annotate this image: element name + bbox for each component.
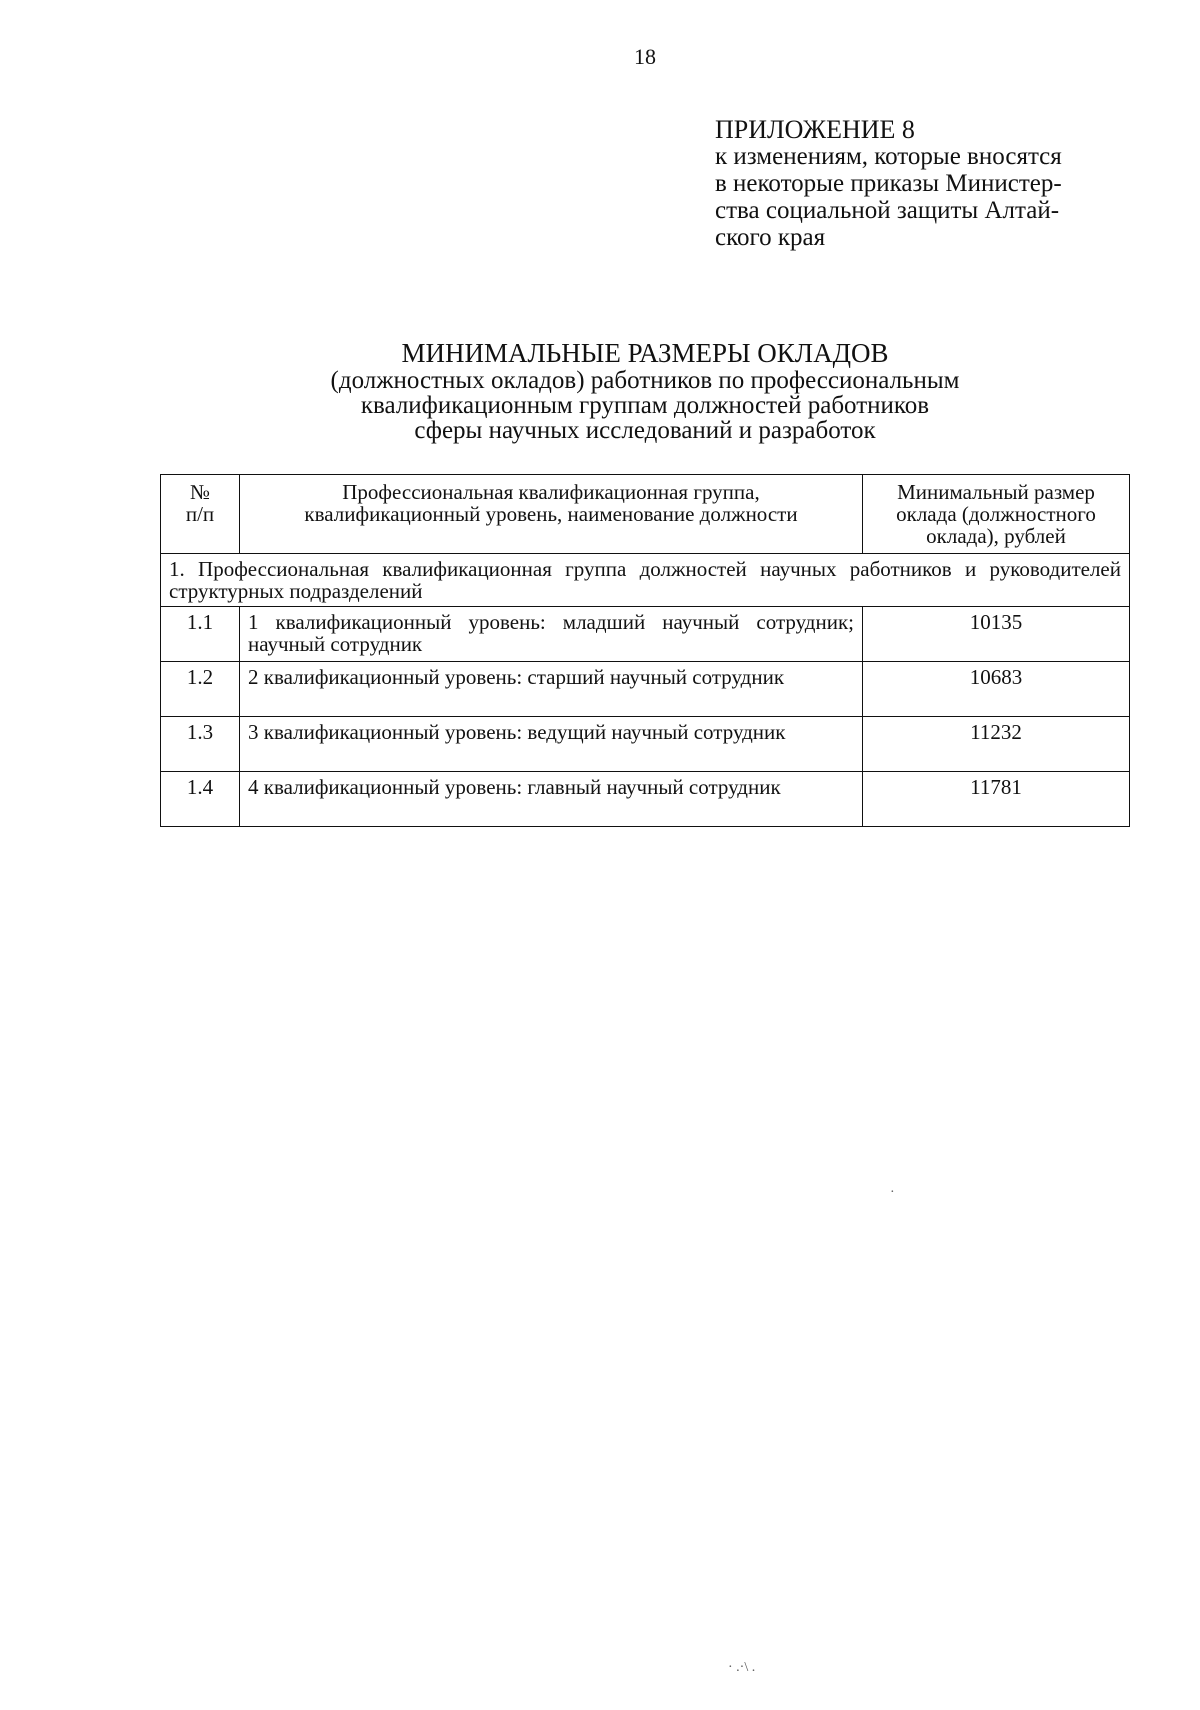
header-name-line: Профессиональная квалификационная группа,	[342, 480, 760, 504]
table-row	[161, 662, 1130, 717]
row-position: 2 квалификационный уровень: старший научный сотрудник	[240, 662, 863, 717]
header-name-line: квалификационный уровень, наименование должности	[304, 502, 798, 526]
scan-speck: ·	[890, 1185, 895, 1200]
document-title	[160, 338, 1130, 443]
group-title: 1. Профессиональная квалификационная группа должностей научных работников и руководителей структурных подразделений	[161, 554, 1130, 607]
header-name	[240, 475, 863, 554]
row-salary: 11781	[863, 772, 1130, 827]
table-header-row	[161, 475, 1130, 554]
row-num: 1.4	[161, 772, 240, 827]
header-num-line: п/п	[185, 502, 215, 526]
group-row	[161, 554, 1130, 607]
row-position: 4 квалификационный уровень: главный научный сотрудник	[240, 772, 863, 827]
appendix-block	[715, 116, 1135, 251]
document-subtitle-line: сферы научных исследований и разработок	[414, 417, 876, 444]
header-salary	[863, 475, 1130, 554]
table-row	[161, 607, 1130, 662]
document-subtitle-line: квалификационным группам должностей работников	[360, 392, 930, 419]
appendix-line: ского края	[715, 224, 826, 251]
appendix-line: к изменениям, которые вносятся	[715, 143, 1062, 170]
row-num: 1.3	[161, 717, 240, 772]
row-num: 1.1	[161, 607, 240, 662]
header-num	[161, 475, 240, 554]
row-num: 1.2	[161, 662, 240, 717]
header-salary-line: Минимальный размер	[897, 480, 1095, 504]
row-position: 1 квалификационный уровень: младший научный сотрудник; научный сотрудник	[240, 607, 863, 662]
table-row	[161, 717, 1130, 772]
appendix-title: ПРИЛОЖЕНИЕ 8	[715, 115, 915, 144]
page-number: 18	[634, 44, 656, 69]
header-salary-line: оклада), рублей	[926, 524, 1066, 548]
appendix-line: ства социальной защиты Алтай-	[715, 197, 1060, 224]
row-salary: 10135	[863, 607, 1130, 662]
document-subtitle-line: (должностных окладов) работников по профессиональным	[330, 367, 960, 394]
salary-table	[160, 474, 1130, 827]
header-salary-line: оклада (должностного	[896, 502, 1096, 526]
row-salary: 11232	[863, 717, 1130, 772]
document-title-main: МИНИМАЛЬНЫЕ РАЗМЕРЫ ОКЛАДОВ	[401, 338, 889, 368]
table-row	[161, 772, 1130, 827]
appendix-line: в некоторые приказы Министер-	[715, 170, 1062, 197]
row-salary: 10683	[863, 662, 1130, 717]
scan-speck: · .·\ .	[728, 1660, 756, 1675]
row-position: 3 квалификационный уровень: ведущий научный сотрудник	[240, 717, 863, 772]
header-num-line: №	[189, 480, 211, 504]
